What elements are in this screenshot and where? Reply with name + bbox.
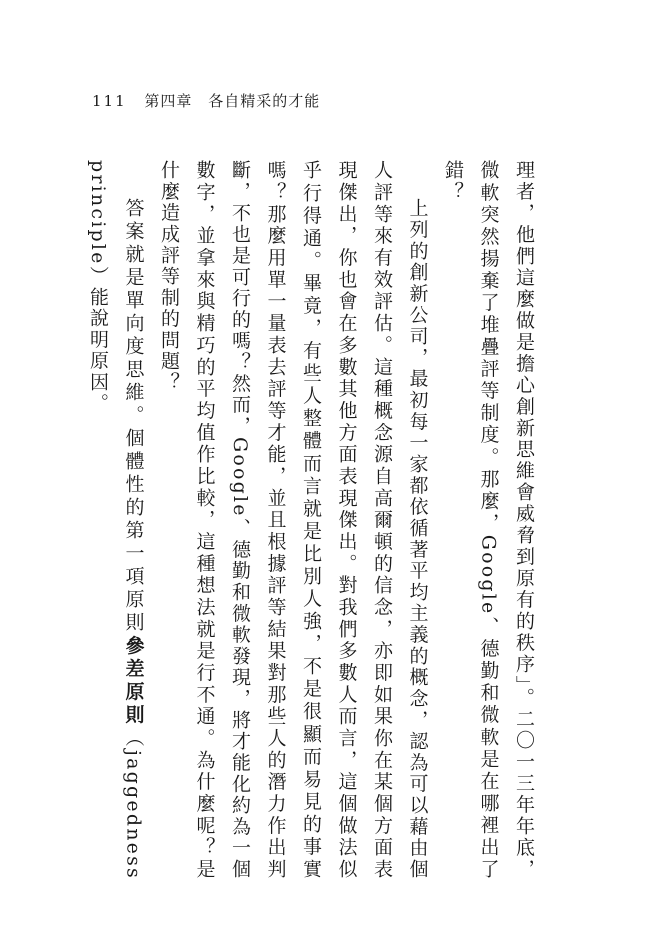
chapter-title: 各自精采的才能 [208,92,321,110]
paragraph-1: 理者，他們這麼做是擔心創新思維會威脅到原有的秩序」。二〇一三年年底，微軟突然揚棄了堆疊評等制度。那麼，Google、德勤和微軟是在哪裡出了錯？ [442,160,535,880]
jaggedness-principle-term: 參差原則 [122,635,145,728]
vertical-text-body [80,160,542,880]
chapter-label: 第四章 [144,92,193,110]
paragraph-3 [80,160,151,880]
running-header [92,90,320,111]
paragraph-3-text-after: （jaggedness principle）能說明原因。 [87,160,145,880]
paragraph-3-text-before: 答案就是單向度思維。個體性的第一項原則 [122,198,145,636]
paragraph-2: 上列的創新公司，最初每一家都依循著平均主義的概念，認為可以藉由個人評等來有效評估。這種概念源自高爾頓的信念，亦即如果你在某個方面表現傑出，你也會在多數其他方面表現傑出。對我們多數人而言，這個做法似乎行得通。畢竟，有些人整體而言就是比別人強，不是很顯而易見的事實嗎？那麼用單一量表去評等才能，並且根據評等結果對那些人的潛力作出判斷，不也是可行的嗎？然而，Google、德勤和微軟發現，將才能化約為一個數字，並拿來與精巧的平均值作比較，這種想法就是行不通。為什麼呢？是什麼造成評等制的問題？ [158,160,429,880]
page-number: 111 [92,92,127,110]
